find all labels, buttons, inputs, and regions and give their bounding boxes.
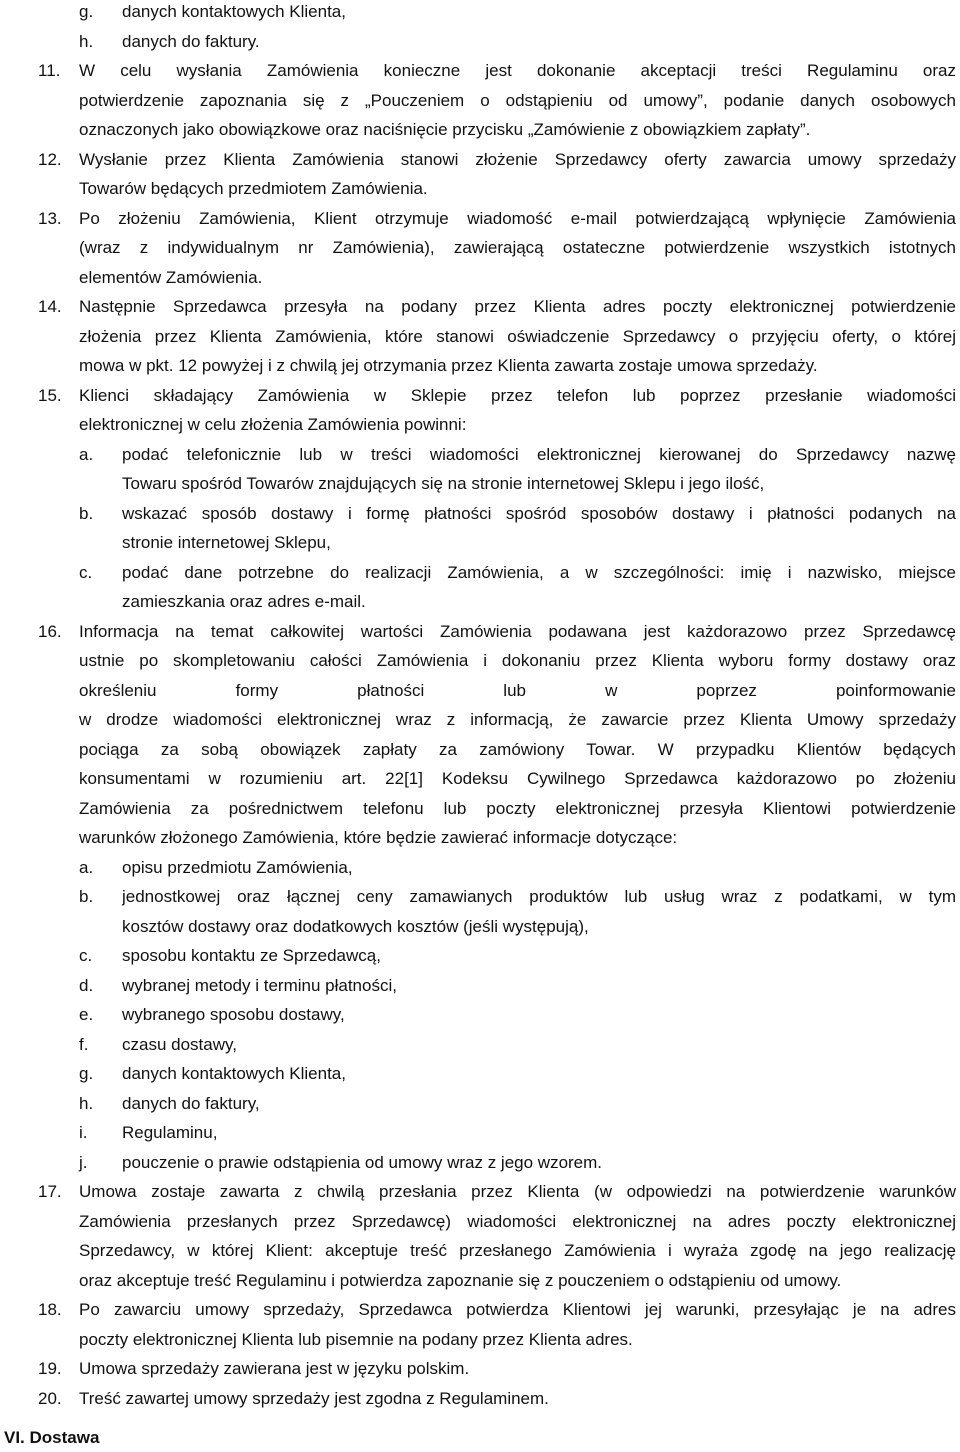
- item-text-line: elektronicznej w celu złożenia Zamówienia powinni:: [79, 415, 467, 434]
- item-text-line: złożenia przez Klienta Zamówienia, które stanowi oświadczenie Sprzedawcy o przyjęciu oferty, o której: [79, 326, 956, 346]
- subitem-text-line: danych kontaktowych Klienta,: [122, 2, 346, 21]
- item-text-line: Treść zawartej umowy sprzedaży jest zgodna z Regulaminem.: [79, 1388, 549, 1408]
- subitem-text-line: danych do faktury.: [122, 31, 260, 51]
- subitem-letter: g.: [79, 2, 94, 21]
- item-text-line: warunków złożonego Zamówienia, które będzie zawierać informacje dotyczące:: [79, 828, 678, 847]
- subitem-letter: j.: [79, 1152, 88, 1172]
- item-text-line: Umowa zostaje zawarta z chwilą przesłania przez Klienta (w odpowiedzi na potwierdzenie warunków: [79, 1182, 956, 1201]
- item-number: 18.: [38, 1300, 62, 1319]
- subitem-text-line: czasu dostawy,: [122, 1034, 237, 1054]
- item-text-line: oraz akceptuje treść Regulaminu i potwierdza zapoznanie się z pouczeniem o odstąpieniu od umowy.: [79, 1270, 842, 1290]
- item-text-line: Klienci składający Zamówienia w Sklepie przez telefon lub poprzez przesłanie wiadomości: [79, 385, 956, 405]
- item-text-line: Informacja na temat całkowitej wartości Zamówienia podawana jest każdorazowo przez Sprzedawcę: [79, 621, 956, 641]
- item-text-line: W celu wysłania Zamówienia konieczne jest dokonanie akceptacji treści Regulaminu oraz: [79, 61, 956, 80]
- item-text-line: określeniu formy płatności lub w poprzez poinformowanie: [79, 680, 956, 700]
- item-text-line: Umowa sprzedaży zawierana jest w języku polskim.: [79, 1359, 470, 1378]
- subitem-text-line: danych kontaktowych Klienta,: [122, 1064, 346, 1083]
- item-number: 13.: [38, 208, 62, 228]
- item-text-line: Zamówienia za pośrednictwem telefonu lub poczty elektronicznej przesyła Klientowi potwierdzenie: [79, 798, 956, 818]
- subitem-text-line: wskazać sposób dostawy i formę płatności spośród sposobów dostawy i płatności podanych na: [122, 503, 956, 523]
- item-text-line: Sprzedawcy, w której Klient: akceptuje treść przesłanego Zamówienia i wyraża zgodę na jego realizację: [79, 1241, 956, 1260]
- item-number: 16.: [38, 621, 62, 641]
- item-number: 11.: [38, 61, 61, 80]
- item-number: 14.: [38, 297, 62, 316]
- subitem-letter: b.: [79, 887, 94, 906]
- subitem-text-line: jednostkowej oraz łącznej ceny zamawianych produktów lub usług wraz z podatkami, w tym: [122, 887, 956, 906]
- item-number: 15.: [38, 385, 62, 405]
- section-heading: VI. Dostawa: [4, 1428, 100, 1447]
- subitem-letter: c.: [79, 562, 93, 582]
- subitem-letter: h.: [79, 31, 94, 51]
- subitem-text-line: danych do faktury,: [122, 1093, 260, 1113]
- item-text-line: konsumentami w rozumieniu art. 22[1] Kodeksu Cywilnego Sprzedawca każdorazowo po złożeniu: [79, 769, 956, 788]
- subitem-letter: b.: [79, 503, 94, 523]
- subitem-text-line: wybranego sposobu dostawy,: [122, 1005, 345, 1024]
- subitem-text-line: podać telefonicznie lub w treści wiadomości elektronicznej kierowanej do Sprzedawcy nazwę: [122, 444, 956, 464]
- subitem-letter: f.: [79, 1034, 89, 1054]
- item-text-line: Zamówienia przesłanych przez Sprzedawcę) wiadomości elektronicznej na adres poczty elektronicznej: [79, 1211, 956, 1231]
- item-text-line: (wraz z indywidualnym nr Zamówienia), zawierającą ostateczne potwierdzenie wszystkich istotnych: [79, 238, 956, 257]
- subitem-text-line: stronie internetowej Sklepu,: [122, 533, 331, 552]
- subitem-letter: c.: [79, 946, 93, 965]
- item-text-line: mowa w pkt. 12 powyżej i z chwilą jej otrzymania przez Klienta zawarta zostaje umowa sprzedaży.: [79, 356, 818, 375]
- item-text-line: pociąga za sobą obowiązek zapłaty za zamówiony Towar. W przypadku Klientów będących: [79, 739, 956, 759]
- subitem-text-line: kosztów dostawy oraz dodatkowych kosztów (jeśli występują),: [122, 916, 589, 936]
- item-text-line: Po zawarciu umowy sprzedaży, Sprzedawca potwierdza Klientowi jej warunki, przesyłając je na adres: [79, 1300, 956, 1319]
- item-text-line: Po złożeniu Zamówienia, Klient otrzymuje wiadomość e-mail potwierdzającą wpłynięcie Zamówienia: [79, 208, 956, 228]
- subitem-letter: a.: [79, 444, 94, 464]
- subitem-text-line: zamieszkania oraz adres e-mail.: [122, 592, 366, 611]
- subitem-letter: d.: [79, 975, 94, 995]
- item-text-line: elementów Zamówienia.: [79, 267, 263, 287]
- item-number: 20.: [38, 1388, 62, 1408]
- item-text-line: Towarów będących przedmiotem Zamówienia.: [79, 179, 428, 198]
- item-number: 12.: [38, 149, 62, 169]
- subitem-text-line: pouczenie o prawie odstąpienia od umowy wraz z jego wzorem.: [122, 1152, 603, 1172]
- subitem-text-line: Regulaminu,: [122, 1123, 218, 1142]
- item-text-line: Wysłanie przez Klienta Zamówienia stanowi złożenie Sprzedawcy oferty zawarcia umowy sprzedaży: [79, 149, 956, 169]
- item-number: 19.: [38, 1359, 62, 1378]
- item-text-line: ustnie po skompletowaniu całości Zamówienia i dokonaniu przez Klienta wyboru formy dostawy oraz: [79, 651, 956, 670]
- subitem-text-line: sposobu kontaktu ze Sprzedawcą,: [122, 946, 381, 965]
- item-text-line: oznaczonych jako obowiązkowe oraz naciśnięcie przycisku „Zamówienie z obowiązkiem zapłaty”.: [79, 120, 811, 139]
- item-text-line: potwierdzenie zapoznania się z „Pouczeniem o odstąpieniu od umowy”, podanie danych osobowych: [79, 90, 956, 110]
- subitem-text-line: podać dane potrzebne do realizacji Zamówienia, a w szczególności: imię i nazwisko, miejsce: [122, 562, 956, 582]
- item-text-line: w drodze wiadomości elektronicznej wraz z informacją, że zawarcie przez Klienta Umowy sprzedaży: [79, 710, 956, 729]
- subitem-letter: a.: [79, 857, 94, 877]
- subitem-text-line: opisu przedmiotu Zamówienia,: [122, 857, 353, 877]
- subitem-letter: i.: [79, 1123, 88, 1142]
- subitem-text-line: Towaru spośród Towarów znajdujących się na stronie internetowej Sklepu i jego ilość,: [122, 474, 765, 493]
- subitem-letter: e.: [79, 1005, 94, 1024]
- subitem-letter: g.: [79, 1064, 94, 1083]
- item-text-line: Następnie Sprzedawca przesyła na podany przez Klienta adres poczty elektronicznej potwierdzenie: [79, 297, 956, 316]
- subitem-text-line: wybranej metody i terminu płatności,: [122, 975, 397, 995]
- item-number: 17.: [38, 1182, 62, 1201]
- item-text-line: poczty elektronicznej Klienta lub pisemnie na podany przez Klienta adres.: [79, 1329, 633, 1349]
- subitem-letter: h.: [79, 1093, 94, 1113]
